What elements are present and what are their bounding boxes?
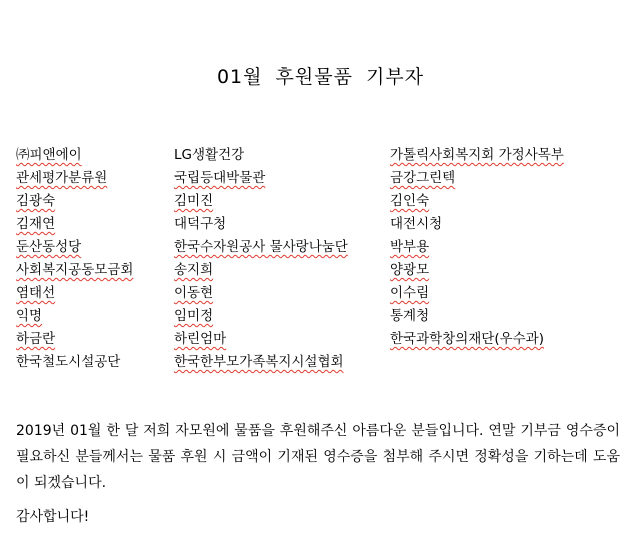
donor-item: 임미정 <box>174 308 214 324</box>
donor-item: 금강그린텍 <box>390 170 456 186</box>
donor-item: 김광숙 <box>16 193 56 209</box>
donor-item: 하린엄마 <box>174 331 227 347</box>
donor-item: 이수림 <box>390 285 430 301</box>
closing-text: 감사합니다! <box>16 509 90 525</box>
donor-item: 하금란 <box>16 331 56 347</box>
donor-item: 박부용 <box>390 239 430 255</box>
donor-item: 한국한부모가족복지시설협회 <box>174 354 344 370</box>
donor-item: LG생활건강 <box>174 147 245 163</box>
donor-item: 김인숙 <box>390 193 430 209</box>
donor-item: 양광모 <box>390 262 430 278</box>
donor-item: 대덕구청 <box>174 216 227 232</box>
donor-item: 국립등대박물관 <box>174 170 266 186</box>
donor-item: 이동현 <box>174 285 214 301</box>
donor-item: 한국과학창의재단(우수과) <box>390 331 544 347</box>
donor-item: 송지희 <box>174 262 214 278</box>
donor-item: 염태선 <box>16 285 56 301</box>
donor-list <box>16 146 636 376</box>
donor-item: ㈜피앤에이 <box>16 147 82 163</box>
donor-item: 김재연 <box>16 216 56 232</box>
donor-item: 둔산동성당 <box>16 239 82 255</box>
donation-notice: 2019년 01월 한 달 저희 자모원에 물품을 후원해주신 아름다운 분들입니다. 연말 기부금 영수증이 필요하신 분들께서는 물품 후원 시 금액이 기재된 영수증을 첨부해 주시면 정확성을 기하는데 도움이 되겠습니다. <box>16 423 620 491</box>
donor-item: 사회복지공동모금회 <box>16 262 134 278</box>
donor-item: 익명 <box>16 308 43 324</box>
donor-item: 한국철도시설공단 <box>16 354 121 370</box>
donor-item: 김미진 <box>174 193 214 209</box>
document-title: 01월 후원물품 기부자 <box>216 66 425 88</box>
donor-item: 한국수자원공사 물사랑나눔단 <box>174 239 348 255</box>
donor-item: 관세평가분류원 <box>16 170 108 186</box>
donor-item: 가톨릭사회복지회 가정사목부 <box>390 147 564 163</box>
donor-item: 통계청 <box>390 308 430 324</box>
donor-item: 대전시청 <box>390 216 443 232</box>
